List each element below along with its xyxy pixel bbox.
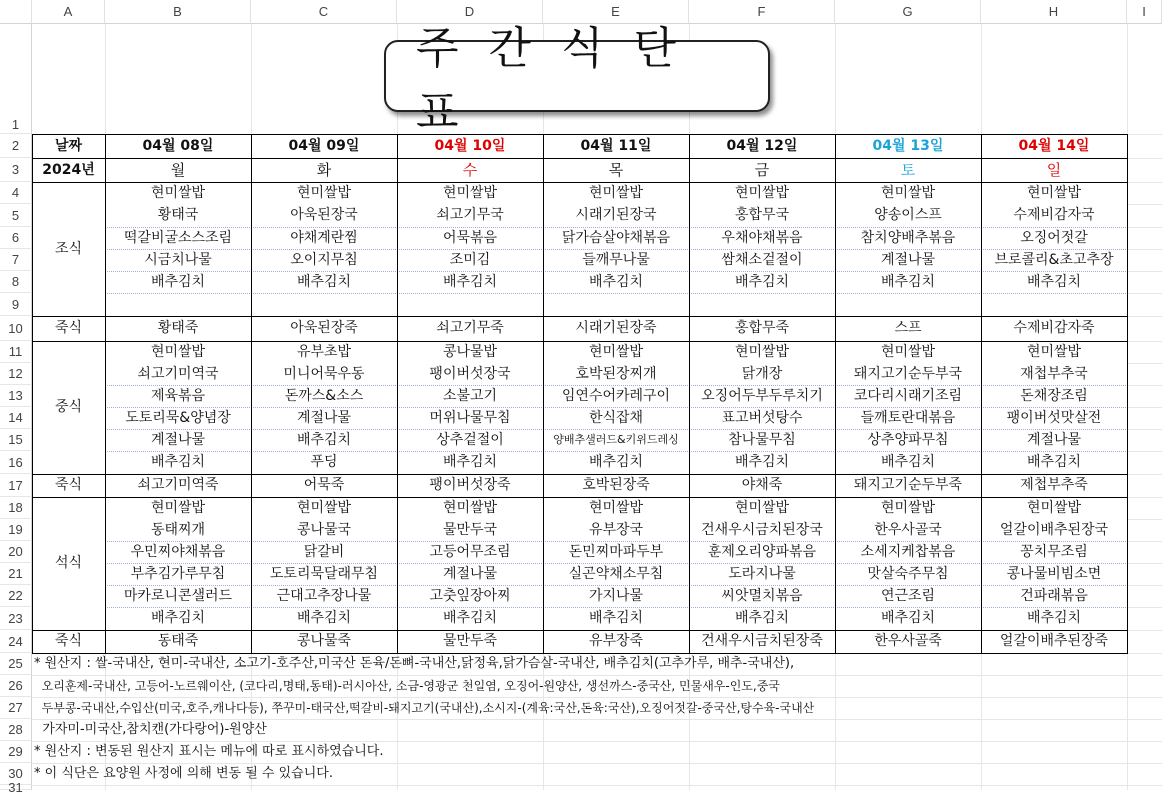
row-header-14[interactable]: 14 <box>0 407 32 429</box>
menu-item[interactable]: 홍합무국 <box>734 207 790 223</box>
porridge-item[interactable]: 수제비감자죽 <box>1013 320 1095 336</box>
menu-item[interactable]: 오이지무침 <box>290 252 358 268</box>
menu-item[interactable]: 현미쌀밥 <box>442 500 498 516</box>
table-border <box>32 134 33 653</box>
menu-item[interactable]: 현미쌀밥 <box>150 344 206 360</box>
row-header-9[interactable]: 9 <box>0 293 32 316</box>
menu-item[interactable]: 실곤약채소무침 <box>568 566 664 582</box>
menu-item[interactable]: 재첩부추국 <box>1020 366 1088 382</box>
table-border <box>32 630 105 631</box>
menu-item[interactable]: 현미쌀밥 <box>442 185 498 201</box>
column-header-c[interactable]: C <box>251 0 397 24</box>
table-border <box>32 497 105 498</box>
menu-item[interactable]: 참나물무침 <box>728 432 796 448</box>
table-border <box>105 497 1128 498</box>
menu-item[interactable]: 배추김치 <box>150 610 206 626</box>
table-border <box>32 158 105 159</box>
column-header-h[interactable]: H <box>981 0 1127 24</box>
menu-item[interactable]: 현미쌀밥 <box>880 344 936 360</box>
column-header-b[interactable]: B <box>105 0 251 24</box>
porridge-item[interactable]: 제첩부추죽 <box>1020 477 1088 493</box>
menu-item[interactable]: 시래기된장국 <box>575 207 657 223</box>
menu-item[interactable]: 돈채장조림 <box>1020 388 1088 404</box>
date-header[interactable]: 04월 13일 <box>872 138 944 154</box>
menu-item[interactable]: 배추김치 <box>880 454 936 470</box>
porridge-item[interactable]: 호박된장죽 <box>582 477 650 493</box>
porridge-item[interactable]: 돼지고기순두부죽 <box>853 477 963 493</box>
row-header-23[interactable]: 23 <box>0 607 32 630</box>
menu-item[interactable]: 현미쌀밥 <box>296 185 352 201</box>
row-header-2[interactable]: 2 <box>0 134 32 158</box>
row-header-20[interactable]: 20 <box>0 541 32 563</box>
menu-item[interactable]: 물만두국 <box>442 522 498 538</box>
porridge-label[interactable]: 죽식 <box>54 633 83 649</box>
menu-item[interactable]: 우민찌야채볶음 <box>130 544 226 560</box>
menu-item[interactable]: 도토리묵&양념장 <box>125 410 231 426</box>
column-header-f[interactable]: F <box>689 0 835 24</box>
table-border <box>397 134 398 653</box>
menu-item[interactable]: 상추겉절이 <box>436 432 504 448</box>
menu-item[interactable]: 돈까스&소스 <box>284 388 364 404</box>
menu-item[interactable]: 코다리시래기조림 <box>853 388 963 404</box>
menu-item[interactable]: 현미쌀밥 <box>296 500 352 516</box>
menu-item[interactable]: 도토리묵달래무침 <box>269 566 379 582</box>
row-header-17[interactable]: 17 <box>0 474 32 497</box>
row-header-7[interactable]: 7 <box>0 249 32 271</box>
porridge-item[interactable]: 한우사골죽 <box>874 633 942 649</box>
table-border <box>105 474 1128 475</box>
table-border <box>105 158 1128 159</box>
menu-item[interactable]: 현미쌀밥 <box>588 500 644 516</box>
menu-item[interactable]: 계절나물 <box>880 252 936 268</box>
menu-item[interactable]: 현미쌀밥 <box>880 185 936 201</box>
porridge-item[interactable]: 콩나물죽 <box>296 633 352 649</box>
date-header[interactable]: 04월 11일 <box>580 138 652 154</box>
menu-item[interactable]: 계절나물 <box>150 432 206 448</box>
menu-item[interactable]: 동태찌개 <box>150 522 206 538</box>
menu-item[interactable]: 참치양배추볶음 <box>860 230 956 246</box>
menu-item[interactable]: 현미쌀밥 <box>1026 500 1082 516</box>
menu-item[interactable]: 돼지고기순두부국 <box>853 366 963 382</box>
menu-item[interactable]: 조미김 <box>449 252 491 268</box>
menu-item[interactable]: 현미쌀밥 <box>880 500 936 516</box>
row-header-12[interactable]: 12 <box>0 363 32 385</box>
table-border <box>105 316 1128 317</box>
column-header-i[interactable]: I <box>1127 0 1162 24</box>
porridge-item[interactable]: 유부장죽 <box>588 633 644 649</box>
menu-item[interactable]: 현미쌀밥 <box>734 185 790 201</box>
year-label[interactable]: 2024년 <box>42 162 95 178</box>
menu-item[interactable]: 황태국 <box>157 207 199 223</box>
porridge-item[interactable]: 홍합무죽 <box>734 320 790 336</box>
column-header-e[interactable]: E <box>543 0 689 24</box>
table-border <box>981 134 982 653</box>
row-header-5[interactable]: 5 <box>0 204 32 227</box>
menu-item[interactable]: 양배추샐러드&키위드레싱 <box>553 433 679 446</box>
menu-item[interactable]: 배추김치 <box>588 610 644 626</box>
title-textbox[interactable] <box>384 23 770 138</box>
menu-item[interactable]: 푸딩 <box>310 454 338 470</box>
row-header-30[interactable]: 30 <box>0 763 32 785</box>
menu-item[interactable]: 맛살숙주무침 <box>867 566 949 582</box>
porridge-item[interactable]: 쇠고기무죽 <box>436 320 504 336</box>
porridge-item[interactable]: 어묵죽 <box>303 477 345 493</box>
row-header-19[interactable]: 19 <box>0 519 32 541</box>
porridge-label[interactable]: 죽식 <box>54 477 83 493</box>
menu-item[interactable]: 배추김치 <box>150 274 206 290</box>
porridge-item[interactable]: 쇠고기미역죽 <box>137 477 219 493</box>
menu-item[interactable]: 야채계란찜 <box>290 230 358 246</box>
menu-item[interactable]: 계절나물 <box>442 566 498 582</box>
menu-item[interactable]: 건새우시금치된장국 <box>701 522 823 538</box>
menu-item[interactable]: 한우사골국 <box>874 522 942 538</box>
menu-item[interactable]: 아욱된장국 <box>290 207 358 223</box>
table-border <box>32 316 105 317</box>
row-header-24[interactable]: 24 <box>0 630 32 653</box>
menu-item[interactable]: 배추김치 <box>442 274 498 290</box>
table-border <box>105 630 1128 631</box>
menu-item[interactable]: 가지나물 <box>588 588 644 604</box>
menu-item[interactable]: 근대고추장나물 <box>276 588 372 604</box>
porridge-label[interactable]: 죽식 <box>54 320 83 336</box>
menu-item[interactable]: 제육볶음 <box>150 388 206 404</box>
menu-item[interactable]: 돈민찌마파두부 <box>568 544 664 560</box>
menu-item[interactable]: 배추김치 <box>1026 454 1082 470</box>
porridge-item[interactable]: 얼갈이배추된장죽 <box>999 633 1109 649</box>
menu-item[interactable]: 배추김치 <box>150 454 206 470</box>
origin-note: 가자미-미국산,참치캔(가다랑어)-원양산 <box>34 722 267 737</box>
menu-item[interactable]: 배추김치 <box>734 454 790 470</box>
menu-item[interactable]: 팽이버섯맛살전 <box>1006 410 1102 426</box>
menu-item[interactable]: 배추김치 <box>442 610 498 626</box>
row-header-13[interactable]: 13 <box>0 385 32 407</box>
menu-item[interactable]: 상추양파무침 <box>867 432 949 448</box>
menu-item[interactable]: 어묵볶음 <box>442 230 498 246</box>
menu-item[interactable]: 오징어두부두루치기 <box>701 388 823 404</box>
menu-item[interactable]: 미니어묵우동 <box>283 366 365 382</box>
date-header[interactable]: 04월 12일 <box>726 138 798 154</box>
porridge-item[interactable]: 건새우시금치된장죽 <box>701 633 823 649</box>
menu-item[interactable]: 꽁치무조림 <box>1020 544 1088 560</box>
menu-item[interactable]: 브로콜리&초고추장 <box>994 252 1114 268</box>
menu-item[interactable]: 도라지나물 <box>728 566 796 582</box>
table-border <box>1127 134 1128 653</box>
table-border <box>105 182 1128 183</box>
row-header-27[interactable]: 27 <box>0 697 32 719</box>
weekday-header[interactable]: 토 <box>900 161 916 179</box>
menu-item[interactable]: 우채야채볶음 <box>721 230 803 246</box>
porridge-item[interactable]: 아욱된장죽 <box>290 320 358 336</box>
date-header[interactable]: 04월 14일 <box>1018 138 1090 154</box>
menu-item[interactable]: 계절나물 <box>296 410 352 426</box>
weekday-header[interactable]: 수 <box>462 161 478 179</box>
menu-item[interactable]: 배추김치 <box>1026 610 1082 626</box>
date-header[interactable]: 04월 08일 <box>142 138 214 154</box>
menu-item[interactable]: 배추김치 <box>296 274 352 290</box>
row-header-3[interactable]: 3 <box>0 158 32 182</box>
column-header-a[interactable]: A <box>32 0 105 24</box>
menu-item[interactable]: 현미쌀밥 <box>734 344 790 360</box>
row-header-15[interactable]: 15 <box>0 429 32 451</box>
menu-item[interactable]: 오징어젓갈 <box>1020 230 1088 246</box>
menu-item[interactable]: 들깨무나물 <box>582 252 650 268</box>
porridge-item[interactable]: 야채죽 <box>741 477 783 493</box>
menu-item[interactable]: 건파래볶음 <box>1020 588 1088 604</box>
meal-label-lunch[interactable]: 중식 <box>54 399 83 415</box>
select-all-corner[interactable] <box>0 0 32 24</box>
menu-item[interactable]: 현미쌀밥 <box>150 500 206 516</box>
date-header[interactable]: 04월 10일 <box>434 138 506 154</box>
menu-item[interactable]: 소불고기 <box>442 388 498 404</box>
row-separator <box>105 293 1128 294</box>
table-border <box>543 134 544 653</box>
porridge-item[interactable]: 팽이버섯장죽 <box>429 477 511 493</box>
menu-item[interactable]: 소세지케찹볶음 <box>860 544 956 560</box>
row-header-31[interactable]: 31 <box>0 785 32 790</box>
menu-item[interactable]: 현미쌀밥 <box>1026 185 1082 201</box>
row-header-18[interactable]: 18 <box>0 497 32 519</box>
porridge-item[interactable]: 동태죽 <box>157 633 199 649</box>
row-header-4[interactable]: 4 <box>0 182 32 204</box>
row-header-22[interactable]: 22 <box>0 585 32 607</box>
date-label[interactable]: 날짜 <box>54 138 83 154</box>
menu-item[interactable]: 고춧잎장아찌 <box>429 588 511 604</box>
row-header-6[interactable]: 6 <box>0 227 32 249</box>
menu-item[interactable]: 콩나물국 <box>296 522 352 538</box>
menu-item[interactable]: 고등어무조림 <box>429 544 511 560</box>
menu-item[interactable]: 콩나물비빔소면 <box>1006 566 1102 582</box>
menu-item[interactable]: 머위나물무침 <box>429 410 511 426</box>
menu-item[interactable]: 배추김치 <box>296 610 352 626</box>
gridline <box>32 785 1162 786</box>
porridge-item[interactable]: 시래기된장죽 <box>575 320 657 336</box>
menu-item[interactable]: 닭개장 <box>741 366 783 382</box>
menu-item[interactable]: 콩나물밥 <box>442 344 498 360</box>
origin-note: 두부콩-국내산,수입산(미국,호주,캐나다등), 쭈꾸미-태국산,떡갈비-돼지고기(국내산),소시지-(계육:국산,돈육:국산),오징어젓갈-중국산,탕수육-국내산 <box>34 701 815 715</box>
menu-item[interactable]: 배추김치 <box>734 274 790 290</box>
menu-item[interactable]: 닭가슴살야채볶음 <box>561 230 671 246</box>
row-header-11[interactable]: 11 <box>0 341 32 363</box>
menu-item[interactable]: 한식잡채 <box>588 410 644 426</box>
menu-item[interactable]: 양송이스프 <box>874 207 942 223</box>
origin-note: * 원산지 : 변동된 원산지 표시는 메뉴에 따로 표시하였습니다. <box>34 744 384 759</box>
menu-item[interactable]: 시금치나물 <box>144 252 212 268</box>
menu-item[interactable]: 마카로니콘샐러드 <box>123 588 233 604</box>
row-header-25[interactable]: 25 <box>0 653 32 675</box>
row-header-10[interactable]: 10 <box>0 316 32 341</box>
row-header-28[interactable]: 28 <box>0 719 32 741</box>
porridge-item[interactable]: 물만두죽 <box>442 633 498 649</box>
column-header-d[interactable]: D <box>397 0 543 24</box>
menu-item[interactable]: 현미쌀밥 <box>150 185 206 201</box>
menu-item[interactable]: 떡갈비굴소스조림 <box>123 230 233 246</box>
menu-item[interactable]: 배추김치 <box>880 274 936 290</box>
menu-item[interactable]: 들깨토란대볶음 <box>860 410 956 426</box>
porridge-item[interactable]: 황태죽 <box>157 320 199 336</box>
weekday-header[interactable]: 금 <box>754 161 770 179</box>
menu-item[interactable]: 쇠고기무국 <box>436 207 504 223</box>
meal-label-breakfast[interactable]: 조식 <box>54 241 83 257</box>
weekday-header[interactable]: 일 <box>1046 161 1062 179</box>
weekday-header[interactable]: 목 <box>608 161 624 179</box>
menu-item[interactable]: 현미쌀밥 <box>588 344 644 360</box>
column-header-g[interactable]: G <box>835 0 981 24</box>
menu-item[interactable]: 현미쌀밥 <box>1026 344 1082 360</box>
menu-item[interactable]: 닭갈비 <box>303 544 345 560</box>
row-header-21[interactable]: 21 <box>0 563 32 585</box>
row-header-26[interactable]: 26 <box>0 675 32 697</box>
menu-item[interactable]: 배추김치 <box>442 454 498 470</box>
table-border <box>32 182 105 183</box>
meal-label-dinner[interactable]: 석식 <box>54 555 83 571</box>
table-border <box>835 134 836 653</box>
menu-item[interactable]: 연근조림 <box>880 588 936 604</box>
menu-item[interactable]: 얼갈이배추된장국 <box>999 522 1109 538</box>
table-border <box>32 341 105 342</box>
menu-item[interactable]: 배추김치 <box>880 610 936 626</box>
origin-note: 오리훈제-국내산, 고등어-노르웨이산, (코다리,명태,동태)-러시아산, 소금-영광군 천일염, 오징어-원양산, 생선까스-중국산, 민물새우-인도,중국 <box>34 679 780 693</box>
menu-item[interactable]: 배추김치 <box>734 610 790 626</box>
date-header[interactable]: 04월 09일 <box>288 138 360 154</box>
menu-item[interactable]: 호박된장찌개 <box>575 366 657 382</box>
menu-item[interactable]: 임연수어카레구이 <box>561 388 671 404</box>
origin-note: * 원산지 : 쌀-국내산, 현미-국내산, 소고기-호주산,미국산 돈육/돈뼈-국내산,닭정육,닭가슴살-국내산, 배추김치(고추가루, 배추-국내산), <box>34 656 795 671</box>
menu-item[interactable]: 현미쌀밥 <box>588 185 644 201</box>
menu-item[interactable]: 계절나물 <box>1026 432 1082 448</box>
menu-item[interactable]: 쌈채소겉절이 <box>721 252 803 268</box>
menu-item[interactable]: 부추김가루무침 <box>130 566 226 582</box>
table-border <box>105 341 1128 342</box>
row-header-1[interactable]: 1 <box>0 24 32 134</box>
menu-item[interactable]: 팽이버섯장국 <box>429 366 511 382</box>
menu-item[interactable]: 씨앗멸치볶음 <box>721 588 803 604</box>
menu-item[interactable]: 배추김치 <box>588 454 644 470</box>
page-title: 주간식단표 <box>416 23 707 138</box>
table-border <box>689 134 690 653</box>
table-border <box>32 474 105 475</box>
porridge-item[interactable]: 스프 <box>894 320 922 336</box>
origin-note: * 이 식단은 요양원 사정에 의해 변동 될 수 있습니다. <box>34 766 333 781</box>
row-header-8[interactable]: 8 <box>0 271 32 293</box>
row-header-29[interactable]: 29 <box>0 741 32 763</box>
menu-item[interactable]: 수제비감자국 <box>1013 207 1095 223</box>
menu-item[interactable]: 유부초밥 <box>296 344 352 360</box>
weekday-header[interactable]: 월 <box>170 161 186 179</box>
row-header-16[interactable]: 16 <box>0 451 32 474</box>
menu-item[interactable]: 쇠고기미역국 <box>137 366 219 382</box>
table-border <box>105 134 106 653</box>
menu-item[interactable]: 배추김치 <box>296 432 352 448</box>
menu-item[interactable]: 유부장국 <box>588 522 644 538</box>
menu-item[interactable]: 훈제오리양파볶음 <box>707 544 817 560</box>
table-border <box>251 134 252 653</box>
weekday-header[interactable]: 화 <box>316 161 332 179</box>
menu-item[interactable]: 배추김치 <box>1026 274 1082 290</box>
menu-item[interactable]: 배추김치 <box>588 274 644 290</box>
menu-item[interactable]: 표고버섯탕수 <box>721 410 803 426</box>
menu-item[interactable]: 현미쌀밥 <box>734 500 790 516</box>
